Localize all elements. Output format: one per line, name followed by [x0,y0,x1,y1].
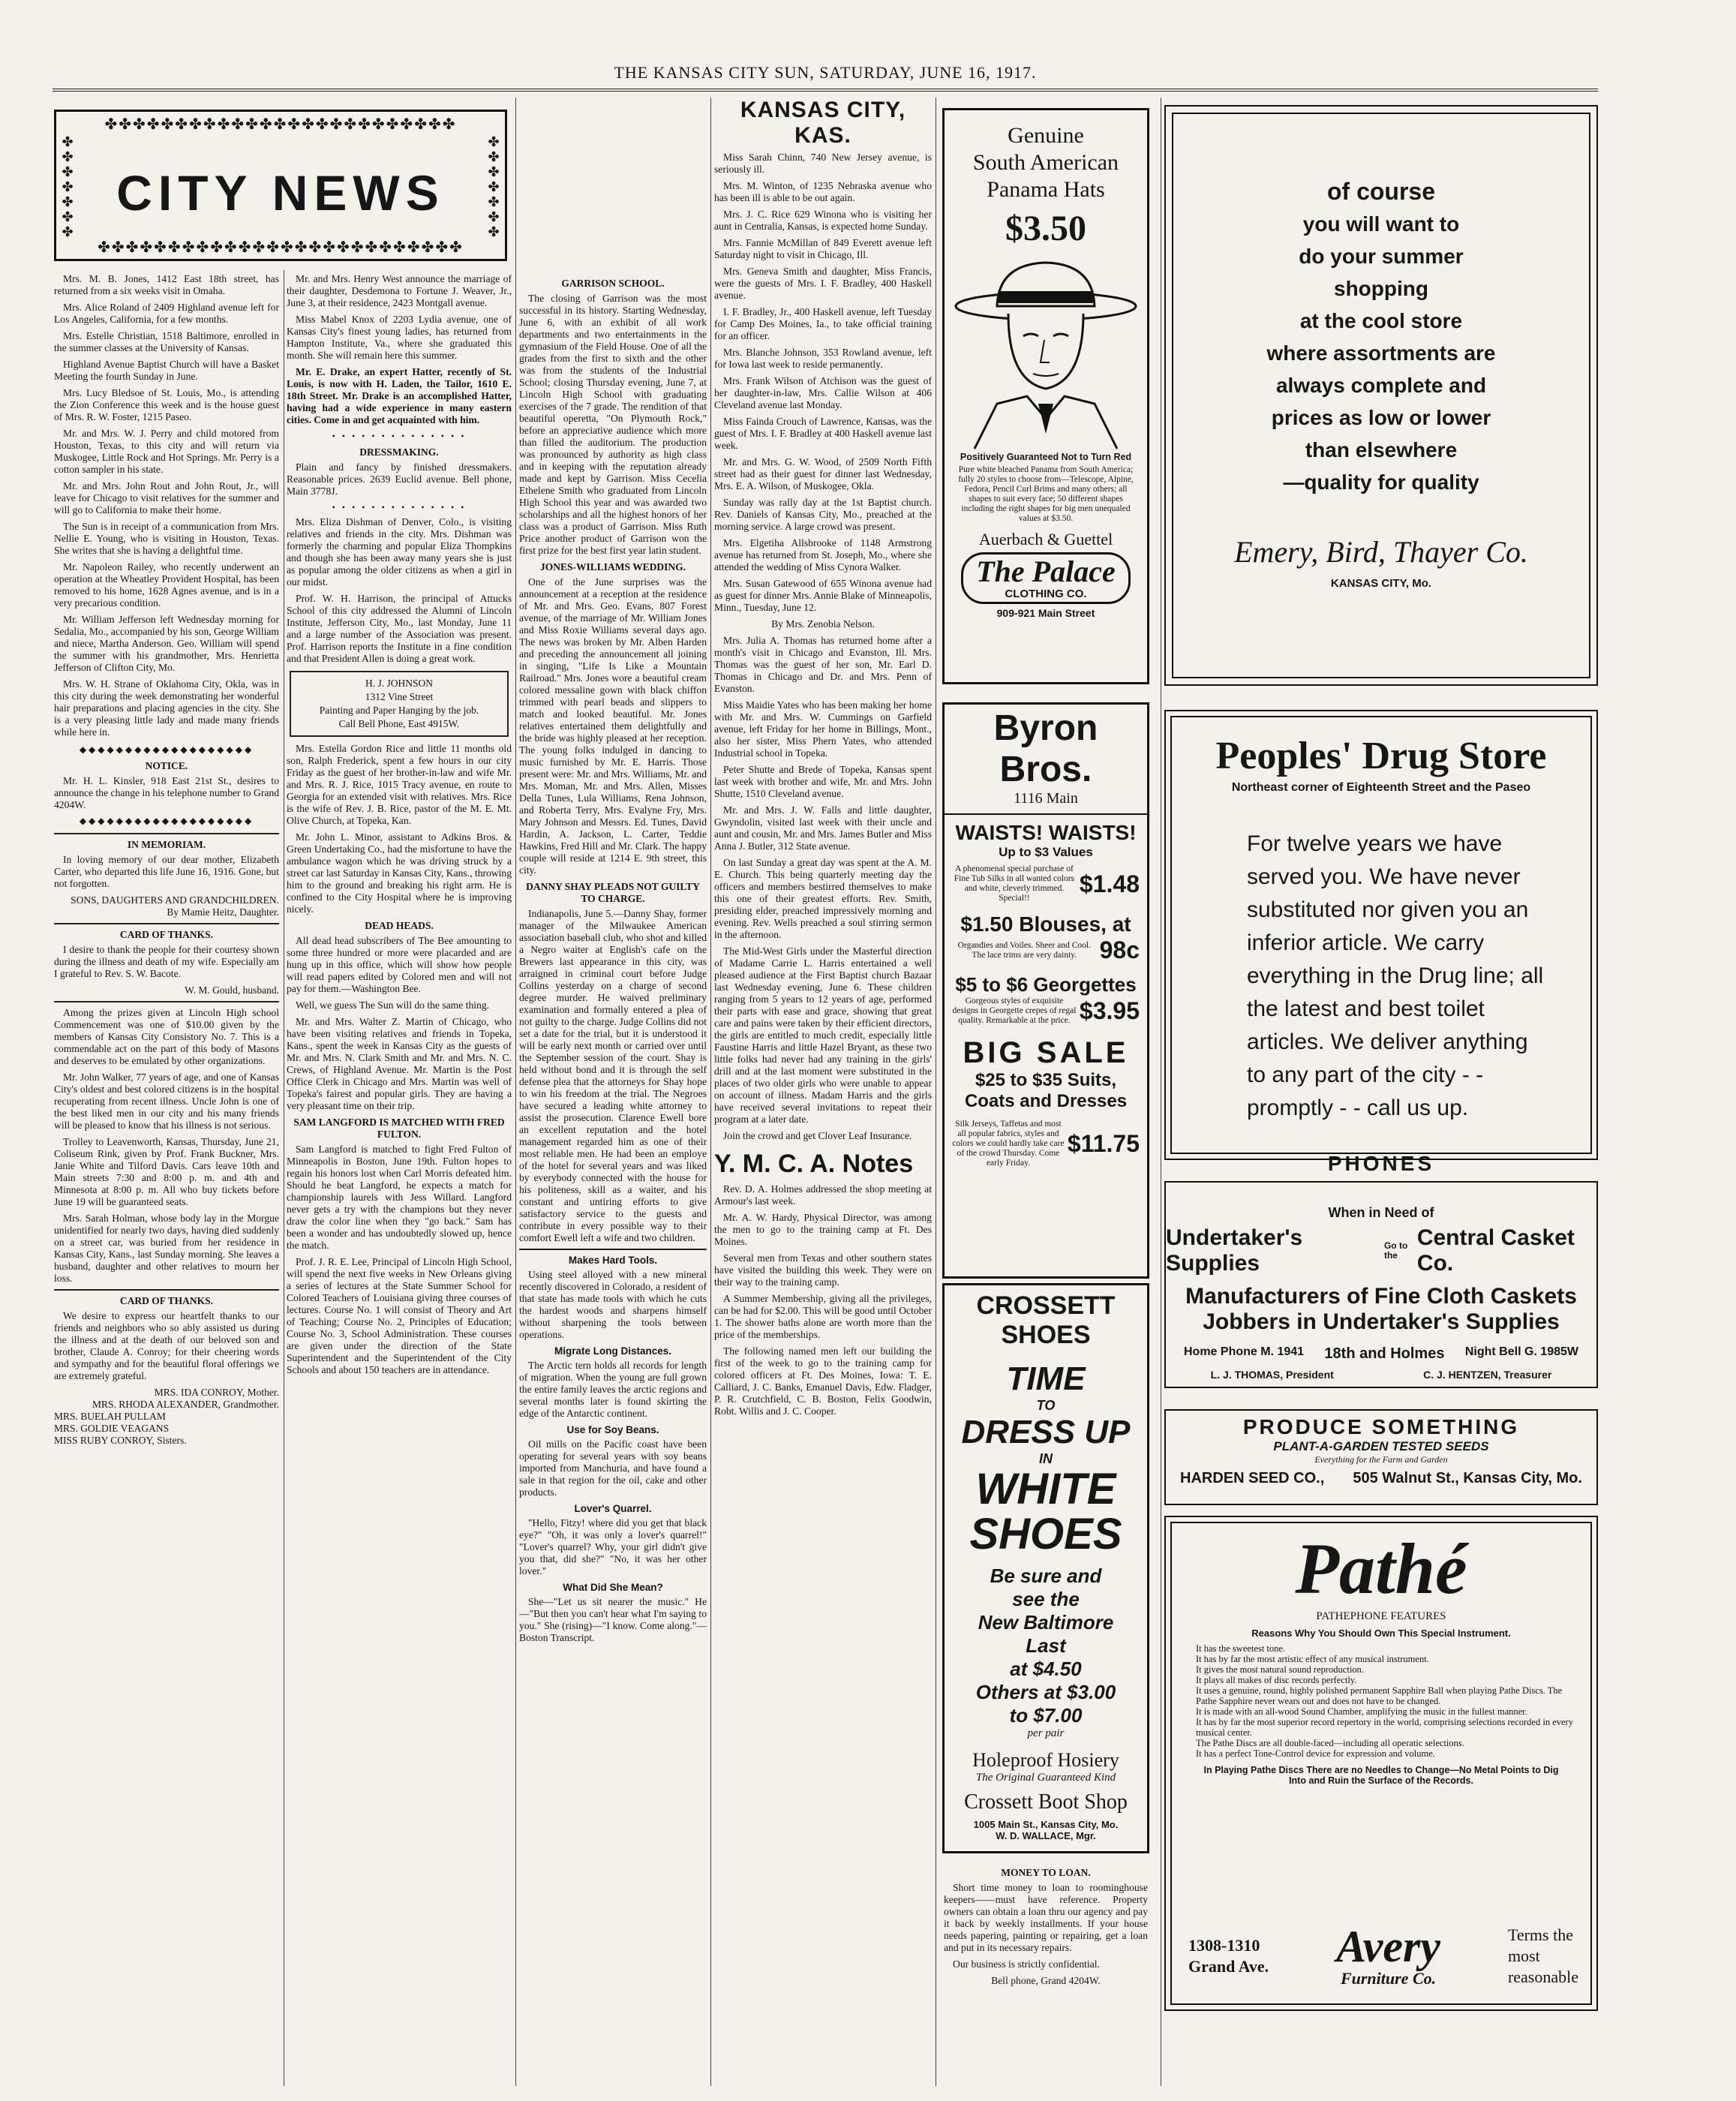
news-item: Mrs. M. B. Jones, 1412 East 18th street, has returned from a six weeks visit in Omaha. [54,273,279,296]
pathe-logo: Pathé [1295,1528,1467,1609]
section-rule [54,1001,279,1002]
avery-terms: reasonable [1507,1967,1578,1986]
central-casket-ad [1164,1181,1598,1388]
emery-line: always complete and [1275,374,1487,397]
card-of-thanks-signature: MRS. BUELAH PULLAM [54,1411,166,1422]
lover-title: Lover's Quarrel. [574,1503,652,1514]
column-rule [710,98,711,2086]
shay-body: Indianapolis, June 5.—Danny Shay, former manager of the Milwaukee American association baseball club, who shot and killed a Negro waiter at English's cafe on the Brewers last appearance in this city, was arraigned in criminal court before Judge Collins yesterday on a charge of second degree murder. He waived preliminary examination and formally entered a plea of not guilty to the charge. Judge Collins did not set a date for the trial, but it is understood it will be early next month or carried over until the September session of the court. Shay is held without bond and it is through the self defense plea that the attorneys for Shay hope to win his freedom at the trial. The Negroes have secured a leading white attorney to assist the prosecution. Clarence Ewell bore an excellent reputation and the hotel management regarded him as one of their most reliable men. He had been an employe of the hotel for several years and was liked by everybody connected with the house for his politeness, skill as a waiter, and his constant and untiring efforts to give satisfactory service to the guests and contribute in every possible way to their comfort Ewell left a wife and two children. [519,908,707,1243]
seed-line: PLANT-A-GARDEN TESTED SEEDS [1273,1439,1489,1453]
crossett-line: Last [1026,1634,1066,1657]
column-rule [515,98,516,2086]
emery-line: do your summer [1299,245,1464,268]
column-4 [714,98,932,2086]
masthead-text: THE KANSAS CITY SUN, SATURDAY, JUNE 16, 1917. [614,63,1037,82]
news-item: Among the prizes given at Lincoln High school Commencement was one of $10.00 given by the members of Kansas City Consistory No. 7. This is a commendable act on the part of this body of Masons and deserves to be emulated by other organizations. [54,1007,279,1066]
langford-title: SAM LANGFORD IS MATCHED WITH FRED FULTON. [293,1117,505,1140]
crossett-line: at $4.50 [1010,1658,1082,1680]
pathe-feature-item: It has by far the most artistic effect of any musical instrument. [1196,1654,1429,1664]
news-item: Mrs. Estella Gordon Rice and little 11 months old son, Ralph Frederick, spent a few hours in our city Friday as the guest of her brother-in-law and wife Mr. and Mrs. R. J. Rice, 1015 Tracy avenue, en route to Georgia for an extended visit with relatives. Mrs. Rice is the wife of Rev. J. B. Rice, pastor of the M. E. Mt. Olive Church, at Topeka, Kan. [287,743,512,826]
news-item: Mrs. Lucy Bledsoe of St. Louis, Mo., is attending the Zion Conference this week and is the house guest of Mrs. R. W. Foster, 1215 Paseo. [54,387,279,422]
pathe-feature-item: It uses a genuine, round, highly polished permanent Sapphire Ball when playing Pathe Discs. The Pathe Sapphire never wears out and does not have to be changed. [1196,1685,1563,1706]
crossett-line: New Baltimore [978,1611,1114,1634]
card-of-thanks-signature: MISS RUBY CONROY, Sisters. [54,1435,187,1446]
kck-byline: By Mrs. Zenobia Nelson. [771,618,875,630]
wedding-body: One of the June surprises was the announcement at a reception at the residence of Mr. and Mrs. Geo. Evans, 807 Forest avenue, of the marriage of Mr. William Jones and Miss Roxie Williams several days ago. The news was broken by Mr. Alben Harden and preceding the announcement all joining in singing, "Life Is Like a Mountain Railroad." Mrs. Jones wore a beautiful cream colored messaline gown with black chiffon trimmed with pearl beads and slippers to match and looked beautiful. Mr. Jones relatives entertained them delightfully and the bride was highly pleased at her reception. The young folks indulged in dancing to music furnished by Mr. E. Harris. Those present were: Mr. and Mrs. Williams, Mr. and Mrs. Moman, Mr. and Mrs. Allen, Misses Della Tunes, Lula Williams, Rena Johnson, and Roberta Terry, Mrs. Evalyne Fry, Mrs. Mary Johnson and Messrs. Ed. Tunes, David Hardin, A. Jackson, L. Carter, Teddie Hawkins, Fred Hill and Mr. Clark. The happy couple will reside at 1214 E. 9th street, this city. [519,576,707,876]
casket-need: When in Need of [1328,1205,1434,1220]
shay-title: DANNY SHAY PLEADS NOT GUILTY TO CHARGE. [526,881,700,904]
panama-line: South American [972,150,1119,175]
news-item: Mrs. Eliza Dishman of Denver, Colo., is visiting relatives and friends in the city. Mrs. Dishman was formerly the charming and popular Eliza Thompkins and though she has been away many years she is just as popular among the older citizens as when a girl in our midst. [287,516,512,588]
wedding-title: JONES-WILLIAMS WEDDING. [539,561,686,573]
emery-line: at the cool store [1299,309,1463,332]
kck-item: Sunday was rally day at the 1st Baptist church. Rev. Daniels of Kansas City, Mo., preached at the morning service. A large crowd was present. [714,497,932,532]
dot-rule: ◆◆◆◆◆◆◆◆◆◆◆◆◆◆◆◆◆◆◆ [79,744,254,755]
crossett-line: see the [1012,1588,1080,1610]
crossett-line: per pair [1027,1727,1065,1739]
crossett-line: Crossett Boot Shop [964,1790,1128,1814]
emery-line: you will want to [1302,212,1460,236]
kck-item: Mrs. Susan Gatewood of 655 Winona avenue had as guest for dinner Mrs. Annie Blake of Minneapolis, Minn., Tuesday, June 12. [714,578,932,613]
seed-line: PRODUCE SOMETHING [1242,1415,1520,1438]
palace-brand-sub: CLOTHING CO. [1005,588,1087,600]
news-item: Mrs. Alice Roland of 2409 Highland avenue left for Los Angeles, California, for a few months. [54,302,279,325]
crossett-line: TO [1036,1398,1056,1413]
pathe-features: PATHEPHONE FEATURES [1316,1610,1446,1622]
kck-item: Mrs. Julia A. Thomas has returned home after a month's visit in Chicago and Evanston, Ill. Mrs. Thomas was the guest of her son, Mr. Earl D. Thomas in Chicago and Dr. and Mrs. Penn of Evanston. [714,635,932,694]
crossett-line: Holeproof Hosiery [972,1749,1119,1771]
kck-item: Mrs. J. C. Rice 629 Winona who is visiting her aunt in Centralia, Kansas, is expected home Sunday. [714,209,932,232]
news-item: Mrs. Estelle Christian, 1518 Baltimore, enrolled in the summer classes at the University of Kansas. [54,330,279,353]
news-item: All dead head subscribers of The Bee amounting to some three hundred or more were placarded and are hung up in this office, which will show how people will read papers edited by Colored men and will not pay for them.—Washington Bee. [287,935,512,994]
kck-item: Mrs. Blanche Johnson, 353 Rowland avenue, left for Iowa last week to reside permanently. [714,347,932,370]
seed-line: Everything for the Farm and Garden [1314,1454,1448,1465]
kck-title: KANSAS CITY, KAS. [740,98,906,148]
drake-notice: Mr. E. Drake, an expert Hatter, recently of St. Louis, is now with H. Laden, the Tailor, 1610 E. 18th Street. Mr. Drake is an accomplished Hatter, having had a wide experience in many eastern cities. Come in and get acquainted with him. [287,366,512,425]
ymca-item: The following named men left our building the first of the week to go to the training camp for colored officers at Ft. Des Moines, Iowa: T. E. Calliard, J. C. Banks, Emanuel Davis, Edw. Fladger, P. R. Crutchfield, C. B. Boston, Felix Goodwin, Robt. Willis and J. C. Cooper. [714,1345,932,1417]
pathe-feature-item: The Pathe Discs are all double-faced—including all operatic selections. [1196,1738,1464,1748]
palace-logo [961,552,1131,604]
johnson-name: H. J. JOHNSON [365,678,433,689]
pathe-feature-item: It has by far the most superior record repertory in the world, comprising selections recorded in every musical center. [1196,1717,1573,1738]
city-news-title: CITY NEWS [116,165,445,221]
byron-address: 1116 Main [1014,790,1078,807]
news-item: Mr. and Mrs. Henry West announce the marriage of their daughter, Desdemona to Fortune J. Weaver, Jr., June 3, at their residence, 2423 Montgall avenue. [287,273,512,308]
card-of-thanks-body: We desire to express our heartfelt thanks to our friends and neighbors who so ably assisted us during the illness and at the death of our beloved son and brother, Claude A. Conroy; for their cheering words and sympathy and for the beautiful floral offerings we are extremely grateful. [54,1310,279,1381]
ornament-border: ✤ ✤ ✤ ✤ ✤ ✤ ✤ [62,134,74,239]
avery-terms: most [1507,1946,1540,1965]
johnson-ad [290,671,509,737]
news-item: Well, we guess The Sun will do the same thing. [296,999,490,1011]
emery-city: KANSAS CITY, Mo. [1330,577,1432,590]
kck-item: Mr. and Mrs. J. W. Falls and little daughter, Gwyndolin, visited last week with their uncle and aunt and cousin, Mr. and Mrs. James Butler and Miss Anna J. Butler, 312 State avenue. [714,804,932,852]
casket-address: 18th and Holmes [1324,1345,1445,1362]
section-rule [54,833,279,834]
dot-rule: • • • • • • • • • • • • • • [332,431,467,441]
kck-item: Mrs. Fannie McMillan of 849 Everett avenue left Saturday night to visit in Chicago, Ill. [714,237,932,260]
kck-item: Peter Shutte and Brede of Topeka, Kansas spent last week with brother and wife, Mr. and Mrs. John Shutte, 1510 Cleveland avenue. [714,764,932,799]
johnson-phone: Call Bell Phone, East 4915W. [338,718,460,729]
news-item: Miss Mabel Knox of 2203 Lydia avenue, one of Kansas City's finest young ladies, has returned from Hampton Institute, Va., where she graduated this month. She will remain here this summer. [287,314,512,361]
drug-subtitle: Northeast corner of Eighteenth Street and the Paseo [1231,781,1531,794]
ymca-title: Y. M. C. A. Notes [714,1150,914,1178]
kck-item: I. F. Bradley, Jr., 400 Haskell avenue, left Tuesday for Camp Des Moines, Ia., to take official training for an officer. [714,306,932,341]
avery-address-line: 1308-1310 [1188,1936,1260,1955]
dot-rule: ◆◆◆◆◆◆◆◆◆◆◆◆◆◆◆◆◆◆◆ [79,816,254,826]
avery-logo-sub: Furniture Co. [1340,1969,1437,1988]
ymca-item: A Summer Membership, giving all the privileges, can be had for $2.00. This will be good until October 1. The shower baths alone are worth more than the price of the memberships. [714,1293,932,1340]
byron-price: 98c [1099,936,1140,963]
johnson-service: Painting and Paper Hanging by the job. [319,705,479,716]
ymca-item: Several men from Texas and other southern states have visited the building this week. They were on their way to the training camp. [714,1252,932,1288]
section-rule [519,1249,707,1250]
drug-body: For twelve years we have served you. We have never substituted nor given you an inferior article. We carry everything in the Drug line; all the latest and best toilet articles. We deliver anything to any part of the city - - promptly - - call us up. [1247,831,1544,1120]
migrate-body: The Arctic tern holds all records for length of migration. When the young are full grown the entire family leaves the arctic regions and several months later is found skirting the edge of the Antarctic continent. [519,1360,707,1419]
seed-address: 505 Walnut St., Kansas City, Mo. [1353,1470,1582,1486]
emery-line: shopping [1334,277,1428,300]
migrate-title: Migrate Long Distances. [554,1345,672,1357]
money-body: Short time money to loan to roominghouse keepers——must have reference. Property owners can obtain a loan thru our agency and pay it back by weekly installments. If your house needs papering, painting or repairing, get a loan and put in its necessary repairs. [944,1882,1148,1953]
byron-waists: WAISTS! WAISTS! [955,821,1137,844]
crossett-line: CROSSETT SHOES [976,1291,1116,1349]
memoriam-body: In loving memory of our dear mother, Elizabeth Carter, who departed this life June 16, 1916. Gone, but not forgotten. [54,854,279,889]
kck-item: Mr. and Mrs. G. W. Wood, of 2509 North Fifth street had as their guest for dinner last Wednesday, Mrs. E. A. Wilson, of Muskogee, Okla. [714,456,932,491]
news-item: Mr. John L. Minor, assistant to Adkins Bros. & Green Undertaking Co., had the misfortune to have the ambulance wagon which he was driving struck by a street car last Saturday in Kansas City, Kans., throwing him to the ground and breaking his right arm. He is confined to the City Hospital where he is improving nicely. [287,831,512,915]
kck-item: Join the crowd and get Clover Leaf Insurance. [723,1130,912,1141]
crossett-shoes-ad [942,1283,1149,1853]
avery-terms: Terms the [1507,1925,1573,1944]
memoriam-title: IN MEMORIAM. [127,839,206,850]
news-item: Mr. William Jefferson left Wednesday morning for Sedalia, Mo., accompanied by his son, George William and niece, Martha Anderson. Geo. William will spend the summer with his grandmother, Mrs. Henrietta Jefferson of Clifton City, Mo. [54,614,279,673]
pathe-feature-item: It gives the most natural sound reproduction. [1196,1664,1364,1675]
kck-item: Mrs. M. Winton, of 1235 Nebraska avenue who has been ill is able to be out again. [714,180,932,203]
news-item: Mr. and Mrs. John Rout and John Rout, Jr., will leave for Chicago to visit relatives for the summer and will go to California to make their home. [54,480,279,515]
dressmaking-body: Plain and fancy by finished dressmakers. Reasonable prices. 2639 Euclid avenue. Bell phone, Main 3778J. [287,461,512,497]
mean-title: What Did She Mean? [563,1582,663,1593]
money-title: MONEY TO LOAN. [1001,1867,1091,1878]
casket-goto: Go to the [1383,1240,1408,1261]
byron-lot-desc: Organdies and Voiles. Sheer and Cool. The lace trims are very dainty. [957,940,1091,960]
news-item: Highland Avenue Baptist Church will have a Basket Meeting the fourth Sunday in June. [54,359,279,382]
byron-lot-desc: Gorgeous styles of exquisite designs in Georgette crepes of regal quality. Remarkable at the price. [952,996,1077,1025]
crossett-line: 1005 Main St., Kansas City, Mo. [973,1819,1119,1830]
news-item: Trolley to Leavenworth, Kansas, Thursday, June 21, Coliseum Rink, given by Prof. Frank Buckner, Mrs. Janie White and Tilford Davis. Cars leave 10th and Main streets 7:30 and 8:00 p. m. and 4th and Minnesota at 8:00 p. m. All who buy tickets before June 19 will be guaranteed seats. [54,1136,279,1207]
notice-body: Mr. H. L. Kinsler, 918 East 21st St., desires to announce the change in his telephone number to Grand 4204W. [54,775,279,810]
kck-item: Mrs. Frank Wilson of Atchison was the guest of her daughter-in-law, Mrs. Callie Wilson at 406 Cleveland avenue last Monday. [714,375,932,410]
casket-president: L. J. THOMAS, President [1210,1369,1334,1381]
crossett-line: W. D. WALLACE, Mgr. [996,1830,1096,1841]
panama-line: Panama Hats [987,177,1105,202]
panama-tagline: Positively Guaranteed Not to Turn Red [960,452,1132,462]
card-of-thanks-signature: MRS. IDA CONROY, Mother. [154,1387,279,1398]
panama-description: Pure white bleached Panama from South America; fully 20 styles to choose from—Telescope, Alpine, Fedora, Pencil Curl Brims and many others; all shapes to suit every face; 50 different shapes including the right shapes for big men unequaled values at $3.50. [958,465,1134,523]
crossett-line: Others at $3.00 [975,1681,1116,1703]
crossett-line: to $7.00 [1009,1704,1083,1727]
pathe-avery-ad [1164,1516,1598,2011]
avery-address-line: Grand Ave. [1188,1957,1269,1976]
hat-man-illustration [945,254,1147,449]
byron-coats: Coats and Dresses [964,1091,1128,1111]
casket-treasurer: C. J. HENTZEN, Treasurer [1423,1369,1552,1381]
pathe-feature-item: It has the sweetest tone. [1196,1643,1286,1654]
byron-price: $1.48 [1079,870,1140,897]
emery-bird-thayer-ad [1164,105,1598,686]
byron-name: Byron Bros. [993,708,1098,789]
card-of-thanks-signature: MRS. RHODA ALEXANDER, Grandmother. [92,1399,279,1410]
casket-home-phone: Home Phone M. 1941 [1184,1345,1305,1358]
panama-price: $3.50 [1005,209,1086,248]
notice-box [54,744,279,827]
news-item: Mr. Napoleon Railey, who recently underwent an operation at the Wheatley Provident Hospital, has been removed to his home, 1628 Agnes avenue, and is in a very precarious condition. [54,561,279,609]
emery-signature: Emery, Bird, Thayer Co. [1234,535,1528,569]
crossett-line: DRESS UP [961,1414,1131,1450]
drug-phones-label: PHONES [1327,1152,1435,1175]
ymca-item: Mr. A. W. Hardy, Physical Director, was among the men to go to the training camp at Ft. Des Moines. [714,1212,932,1247]
kck-item: The Mid-West Girls under the Masterful direction of Madame Carrie L. Harris entertained a well pleased audience at the First Baptist church Bazaar last Wednesday evening, June 6. These children ranging from 5 years to 12 years of age, performed their parts with ease and grace, showing that great care and pains were taken by their efficient directors, the girls are entitled to much credit, especially little Faustine Harris and little Hazel Bryant, as these two little folks had never had any training in the girls' drill and at the last moment were substituted in the places of two older girls who were unable to appear on account of illness. Madam Harris and the girls have received several invitations to repeat their program at a later date. [714,945,932,1125]
crossett-line: WHITE [975,1465,1116,1513]
crossett-line: Be sure and [990,1564,1102,1587]
byron-blouses: $1.50 Blouses, at [960,912,1131,936]
kck-item: On last Sunday a great day was spent at the A. M. E. Church. This being quarterly meeting day the officers and members bestirred themselves to make this one of their greatest efforts. Rev. Smith, presiding elder, preached impressively morning and evening. Rev. Wells preached a soul stirring sermon in the afternoon. [714,857,932,940]
pathe-feature-item: It plays all makes of disc records perfectly. [1196,1675,1357,1685]
money-confidential: Our business is strictly confidential. [953,1958,1100,1970]
soy-body: Oil mills on the Pacific coast have been operating for several years with soy beans imported from Manchuria, and have found a sale in that region for the oil, cake and other products. [519,1438,707,1498]
card-of-thanks-signature: MRS. GOLDIE VEAGANS [54,1423,170,1434]
garrison-title: GARRISON SCHOOL. [561,278,665,289]
emery-line: —quality for quality [1283,470,1479,494]
memoriam-signature: By Mamie Heitz, Daughter. [167,906,279,918]
ornament-border: ✤✤✤✤✤✤✤✤✤✤✤✤✤✤✤✤✤✤✤✤✤✤✤✤✤ [104,116,457,133]
lover-body: "Hello, Fitzy! where did you get that black eye?" "Oh, it was only a lover's quarrel!" "Lover's quarrel? Why, your girl didn't give you that, did she?" "No, it was her other lover." [519,1517,707,1577]
pathe-feature-item: It is made with an all-wood Sound Chamber, amplifying the music in the fullest manner. [1196,1706,1527,1717]
byron-suits: $25 to $35 Suits, [975,1070,1117,1090]
card-of-thanks-title: CARD OF THANKS. [119,1295,214,1306]
card-of-thanks-signature: W. M. Gould, husband. [185,984,279,996]
kck-item: Miss Fainda Crouch of Lawrence, Kansas, was the guest of Mrs. I. F. Bradley at 400 Haskell avenue last week. [714,416,932,451]
news-item: Mr. and Mrs. W. J. Perry and child motored from Houston, Texas, to this city and will return via Muskogee, Little Rock and Hot Springs. Mr. Perry is a cotton sampler in his state. [54,428,279,475]
kck-item: Miss Sarah Chinn, 740 New Jersey avenue, is seriously ill. [714,152,932,175]
byron-price: $3.95 [1079,997,1140,1024]
palace-brand: The Palace [976,555,1116,588]
news-item: Prof. W. H. Harrison, the principal of Attucks School of this city addressed the Alumni of Lincoln Institute, Jefferson City, Mo., last Monday, June 11 and a large number of the Association was present. Prof. Harrison reports the Institute in a fine condition and that President Allen is doing a great work. [287,593,512,664]
kck-item: Miss Maidie Yates who has been making her home with Mr. and Mrs. W. Cummings on Garfield avenue, left Friday for her home in Billings, Mont., also her sister, Miss Phern Yates, who attended Industrial school in Topeka. [714,699,932,759]
ymca-item: Rev. D. A. Holmes addressed the shop meeting at Armour's last week. [714,1183,932,1207]
dressmaking-title: DRESSMAKING. [359,446,439,458]
langford-body: Sam Langford is matched to fight Fred Fulton of Minneapolis in Boston, June 19th. Fulton hopes to regain his honors lost when Carl Morris defeated him. Should he beat Langford, he expects a match for championship laurels with Jess Willard. Langford never gets a try with the champions but they never draw the color line when they "go back." Sam has been a wonder and has undoubtedly slowed up, hence the match. [287,1144,512,1251]
ornament-border: ✤ ✤ ✤ ✤ ✤ ✤ ✤ [488,134,500,239]
casket-night-phone: Night Bell G. 1985W [1464,1345,1578,1358]
tools-body: Using steel alloyed with a new mineral recently discovered in Colorado, a resident of that state has made tools with which he cuts the hardest woods and sharpens himself without sharpening the tools between operations. [519,1269,707,1340]
panama-firm: Auerbach & Guettel [978,530,1113,549]
news-item: Mrs. W. H. Strane of Oklahoma City, Okla, was in this city during the week demonstrating her wonderful hair preparations and placing agencies in the city. She is a very pleasing little lady and made many friends while here in. [54,678,279,738]
memoriam-signature: SONS, DAUGHTERS AND GRANDCHILDREN. [71,894,279,906]
news-item: Mr. and Mrs. Walter Z. Martin of Chicago, who have been visiting relatives and friends in Topeka, Kans., spent the week in Kansas City as the guests of Mr. and Mrs. N. Clark Smith and Mr. and Mrs. N. C. Crews, of Highland Avenue. Mr. Martin is the Post Office Clerk in Chicago and Mrs. Martin was well of Topeka's fairest and popular girls. They are having a very pleasant time on their trip. [287,1016,512,1111]
column-3 [519,273,707,2086]
section-rule [54,923,279,924]
lee-item: Prof. J. R. E. Lee, Principal of Lincoln High School, will spend the next five weeks in New Orleans giving a series of lectures at the State Summer School for Colored Teachers of Louisiana giving three courses of lectures. Course No. 1 will consist of Theory and Art of Teaching; Course No. 2, Principles of Education; Course No. 3, School Administration. These courses are given under the direction of the State Superintendent and the Superintendent of the City Schools and about 150 teachers are in attendance. [287,1256,512,1375]
casket-line: Central Casket Co. [1416,1225,1575,1276]
byron-bros-ad [942,702,1149,1279]
emery-line: where assortments are [1266,341,1496,365]
ornament-border: ✤✤✤✤✤✤✤✤✤✤✤✤✤✤✤✤✤✤✤✤✤✤✤✤✤✤ [98,239,464,256]
crossett-line: IN [1039,1451,1053,1466]
harden-seed-ad [1164,1409,1598,1505]
crossett-line: The Original Guaranteed Kind [975,1772,1116,1784]
byron-price: $11.75 [1067,1130,1140,1157]
card-of-thanks-title: CARD OF THANKS. [119,929,214,940]
section-rule [54,1289,279,1291]
byron-lot-desc: A phenomenal special purchase of Fine Tub Silks in all wanted colors and white, cleverly trimmed. Special!! [954,864,1075,903]
mean-body: She—"Let us sit nearer the music." He—"But then you can't hear what I'm saying to you." She (rising)—"I know. Come along."—Boston Transcript. [519,1596,707,1643]
panama-hat-ad [942,108,1149,684]
johnson-address: 1312 Vine Street [365,691,434,702]
news-item: Mrs. Sarah Holman, whose body lay in the Morgue unidentified for nearly two days, having died suddenly on a street car, was buried from her residence in Kansas City, Kans., last Sunday morning. She leaves a husband, daughter and other relatives to mourn her loss. [54,1213,279,1284]
kck-item: Mrs. Elgetiha Allsbrooke of 1148 Armstrong avenue has returned from St. Joseph, Mo., where she attended the wedding of Miss Cynora Walker. [714,537,932,573]
emery-line: prices as low or lower [1271,406,1491,429]
crossett-line: SHOES [969,1510,1122,1558]
soy-title: Use for Soy Beans. [566,1424,659,1435]
pathe-note: In Playing Pathe Discs There are no Needles to Change—No Metal Points to Dig Into and Ruin the Surface of the Records. [1203,1765,1559,1786]
panama-address: 909-921 Main Street [996,607,1095,619]
card-of-thanks-body: I desire to thank the people for their courtesy shown during the illness and death of my wife. Especially am I grateful to Rev. S. W. Bacote. [54,944,279,979]
kck-item: Mrs. Geneva Smith and daughter, Miss Francis, were the guests of Mrs. I. F. Bradley, 400 Haskell avenue. [714,266,932,301]
seed-firm: HARDEN SEED CO., [1180,1470,1325,1486]
column-2 [287,273,512,2086]
garrison-body: The closing of Garrison was the most successful in its history. Starting Wednesday, June 6, with an exhibit of all work departments and two entertainments in the gymnasium of the Field House. One of all the grades from the first to sixth and the other was from the students of the Industrial School; closing Thursday evening, June 7, at Lincoln High School with graduating exercises of the 7 grade. The rendition of that beautiful operetta, "On Plymouth Rock," before an appreciative audience which more than filled the auditorium. The production was pronounced by authority as high class and in keeping with the reputation already made and kept by Garrison. Miss Cecelia Ethelene Smith who graduated from Lincoln High School this year and was awarded two scholarships and all the highest honors of her class was a product of Garrison. Miss Ruth Price another product of Garrison won the first prize for the best first year latin student. [519,293,707,556]
emery-line: than elsewhere [1305,438,1458,461]
casket-line: Undertaker's Supplies [1166,1225,1303,1276]
notice-title: NOTICE. [145,760,188,771]
city-news-banner [54,110,507,261]
avery-logo: Avery [1336,1922,1440,1971]
byron-upto: Up to $3 Values [999,845,1093,859]
drug-title: Peoples' Drug Store [1215,735,1547,777]
pathe-reasons: Reasons Why You Should Own This Special Instrument. [1251,1628,1511,1639]
crossett-line: TIME [1006,1360,1086,1397]
casket-line: Manufacturers of Fine Cloth Caskets [1185,1284,1577,1309]
byron-lot-desc: Silk Jerseys, Taffetas and most all popular fabrics, styles and colors we could hardly take care of the crowd Thursday. Come early Friday. [952,1120,1065,1168]
money-phone: Bell phone, Grand 4204W. [991,1975,1101,1986]
money-to-loan [944,1862,1148,1991]
panama-line: Genuine [1008,123,1084,148]
emery-line: of course [1326,178,1436,205]
pathe-feature-item: It has a perfect Tone-Control device for expression and volume. [1196,1748,1435,1759]
news-item: The Sun is in receipt of a communication from Mrs. Nellie E. Young, who is visiting in Houston, Texas. She writes that she is having a delightful time. [54,521,279,556]
casket-line: Jobbers in Undertaker's Supplies [1203,1309,1560,1334]
peoples-drug-store-ad [1164,710,1598,1175]
news-item: Mr. John Walker, 77 years of age, and one of Kansas City's oldest and best colored citizens is in the hospital recuperating from recent illness. Uncle John is one of the best liked men in our city and his many friends will be pleased to know that his illness is not serious. [54,1072,279,1131]
byron-georgettes: $5 to $6 Georgettes [955,973,1137,996]
masthead [53,63,1598,92]
dead-heads-title: DEAD HEADS. [365,920,434,931]
byron-big-sale: BIG SALE [963,1036,1129,1069]
tools-title: Makes Hard Tools. [568,1255,658,1266]
dot-rule: • • • • • • • • • • • • • • [332,502,467,512]
column-1 [54,273,279,2086]
